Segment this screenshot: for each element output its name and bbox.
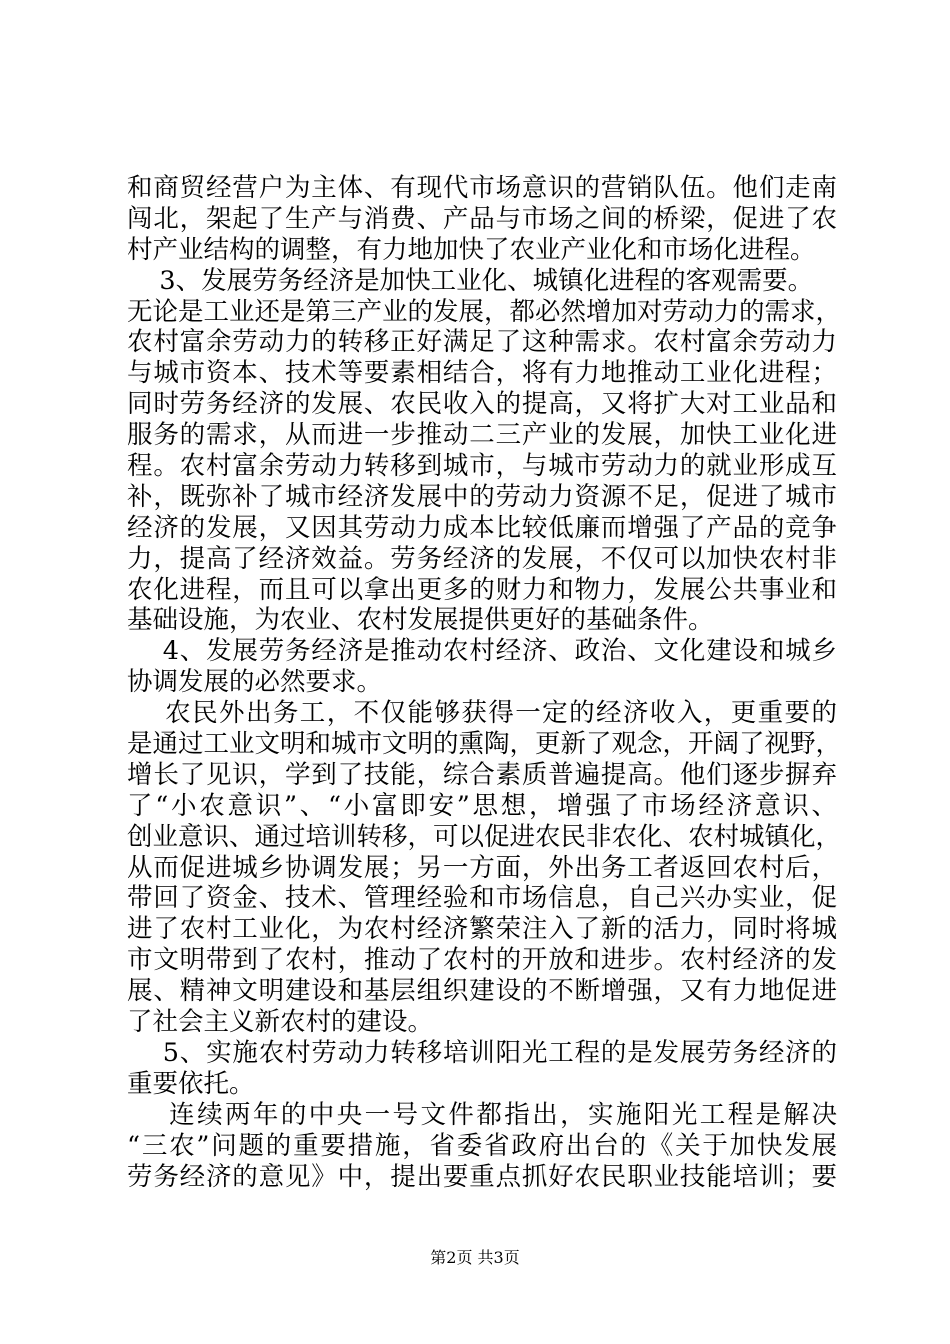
page-number-footer: 第2页 共3页 <box>430 1248 520 1267</box>
text-line: 同时劳务经济的发展、农民收入的提高，又将扩大对工业品和 <box>127 389 837 420</box>
text-line: 和商贸经营户为主体、有现代市场意识的营销队伍。他们走南 <box>127 173 837 203</box>
text-line: 进了农村工业化，为农村经济繁荣注入了新的活力，同时将城 <box>127 914 837 945</box>
text-line: 服务的需求，从而进一步推动二三产业的发展，加快工业化进 <box>127 420 837 451</box>
text-line: 连续两年的中央一号文件都指出，实施阳光工程是解决 <box>127 1099 837 1130</box>
text-line: 重要依托。 <box>127 1068 255 1099</box>
text-line: 增长了见识，学到了技能，综合素质普遍提高。他们逐步摒弃 <box>127 759 837 790</box>
text-line: 4、发展劳务经济是推动农村经济、政治、文化建设和城乡 <box>127 636 837 667</box>
text-line: 无论是工业还是第三产业的发展，都必然增加对劳动力的需求， <box>127 296 842 327</box>
text-line: 市文明带到了农村，推动了农村的开放和进步。农村经济的发 <box>127 945 837 976</box>
text-line: 基础设施，为农业、农村发展提供更好的基础条件。 <box>127 605 714 636</box>
text-line: 村产业结构的调整，有力地加快了农业产业化和市场化进程。 <box>127 234 816 265</box>
body-text <box>127 173 842 1192</box>
text-line: 3、发展劳务经济是加快工业化、城镇化进程的客观需要。 <box>127 265 814 296</box>
text-line: 程。农村富余劳动力转移到城市，与城市劳动力的就业形成互 <box>127 451 837 482</box>
text-line: 5、实施农村劳动力转移培训阳光工程的是发展劳务经济的 <box>127 1037 837 1068</box>
text-line: 经济的发展，又因其劳动力成本比较低廉而增强了产品的竞争 <box>127 512 837 543</box>
text-line: 农村富余劳动力的转移正好满足了这种需求。农村富余劳动力 <box>127 327 837 358</box>
text-line: 带回了资金、技术、管理经验和市场信息，自己兴办实业，促 <box>127 883 837 914</box>
text-line: 补，既弥补了城市经济发展中的劳动力资源不足，促进了城市 <box>127 481 837 512</box>
text-line: 农化进程，而且可以拿出更多的财力和物力，发展公共事业和 <box>127 574 837 605</box>
text-line: 是通过工业文明和城市文明的熏陶，更新了观念，开阔了视野， <box>127 729 842 760</box>
text-line: 与城市资本、技术等要素相结合，将有力地推动工业化进程； <box>127 358 837 389</box>
text-line: 创业意识、通过培训转移，可以促进农民非农化、农村城镇化， <box>127 821 842 852</box>
text-line: 闯北，架起了生产与消费、产品与市场之间的桥梁，促进了农 <box>127 203 837 234</box>
text-line: 农民外出务工，不仅能够获得一定的经济收入，更重要的 <box>127 698 837 729</box>
text-line: 了“小农意识”、“小富即安”思想，增强了市场经济意识、 <box>127 790 837 821</box>
text-line: 力，提高了经济效益。劳务经济的发展，不仅可以加快农村非 <box>127 543 837 574</box>
text-line: 展、精神文明建设和基层组织建设的不断增强，又有力地促进 <box>127 976 837 1007</box>
text-line: 从而促进城乡协调发展；另一方面，外出务工者返回农村后， <box>127 852 837 883</box>
text-line: 劳务经济的意见》中，提出要重点抓好农民职业技能培训；要 <box>127 1161 837 1192</box>
text-line: 协调发展的必然要求。 <box>127 667 383 698</box>
text-line: “三农”问题的重要措施，省委省政府出台的《关于加快发展 <box>127 1130 837 1161</box>
text-line: 了社会主义新农村的建设。 <box>127 1007 434 1038</box>
